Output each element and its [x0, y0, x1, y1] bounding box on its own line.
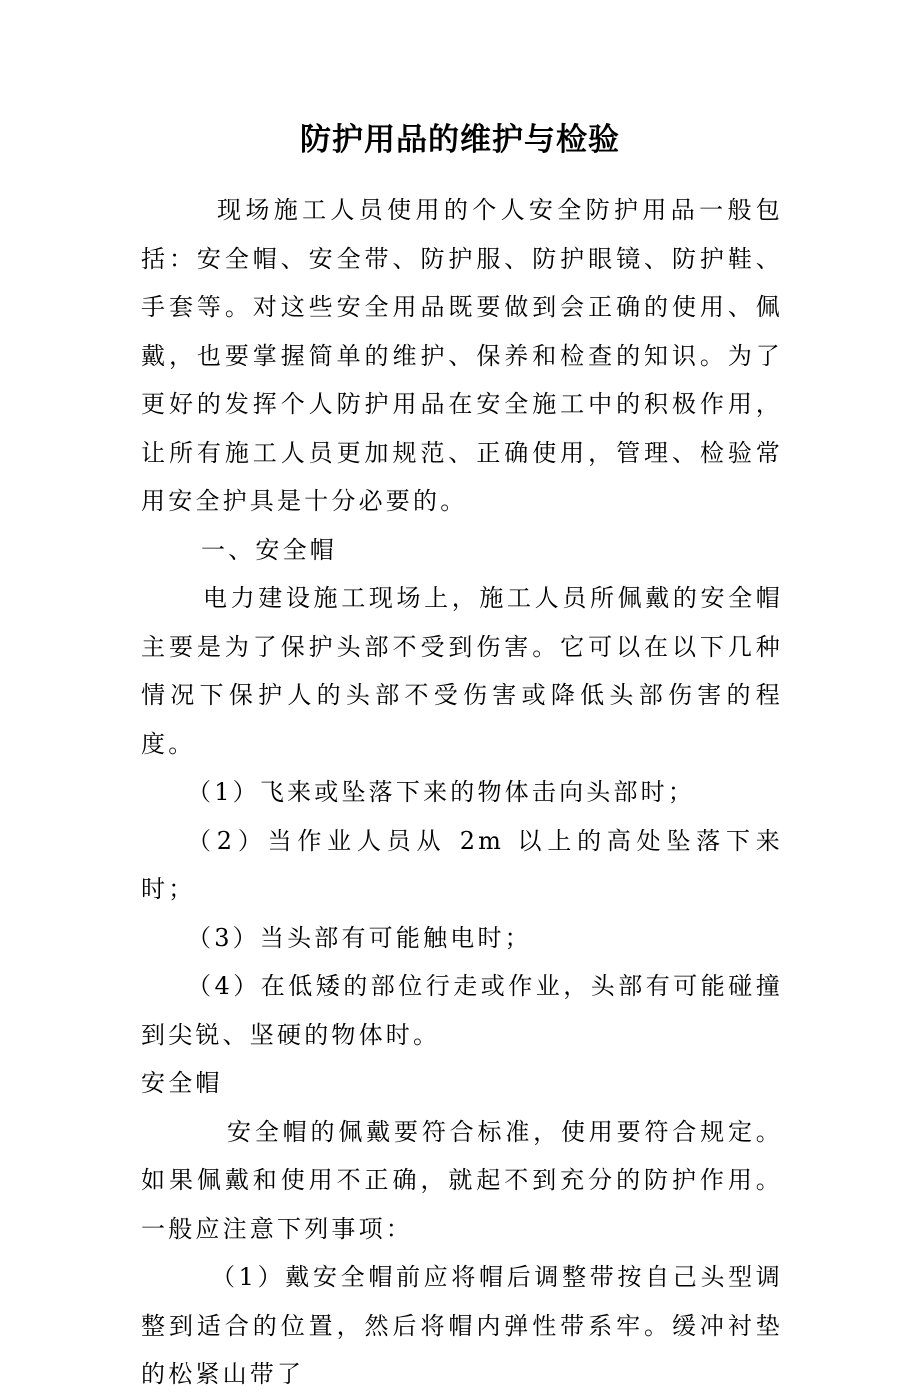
list-item-2: （2）当作业人员从 2m 以上的高处坠落下来时； [141, 826, 783, 903]
paragraph-helmet-purpose: 电力建设施工现场上，施工人员所佩戴的安全帽主要是为了保护头部不受到伤害。它可以在以下几种情况下保护人的头部不受伤害或降低头部伤害的程度。 [141, 584, 783, 758]
section-heading-helmet: 一、安全帽 [201, 535, 337, 564]
list-item-4: （4）在低矮的部位行走或作业，头部有可能碰撞到尖锐、坚硬的物体时。 [141, 972, 783, 1049]
paragraph-helmet-step-1: （1）戴安全帽前应将帽后调整带按自己头型调整到适合的位置，然后将帽内弹性带系牢。缓冲衬垫的松紧山带了 [141, 1263, 783, 1388]
document-title: 防护用品的维护与检验 [300, 122, 620, 158]
list-item-3: （3）当头部有可能触电时； [187, 923, 532, 952]
paragraph-intro: 现场施工人员使用的个人安全防护用品一般包括：安全帽、安全带、防护服、防护眼镜、防护鞋、手套等。对这些安全用品既要做到会正确的使用、佩戴，也要掌握简单的维护、保养和检查的知识。为了更好的发挥个人防护用品在安全施工中的积极作用，让所有施工人员更加规范、正确使用，管理、检验常用安全护具是十分必要的。 [141, 196, 783, 515]
subheading-helmet: 安全帽 [141, 1069, 223, 1097]
document-body [141, 186, 783, 1399]
paragraph-helmet-usage: 安全帽的佩戴要符合标准，使用要符合规定。如果佩戴和使用不正确，就起不到充分的防护作用。一般应注意下列事项： [141, 1117, 783, 1243]
list-item-1: （1）飞来或坠落下来的物体击向头部时； [187, 778, 696, 806]
